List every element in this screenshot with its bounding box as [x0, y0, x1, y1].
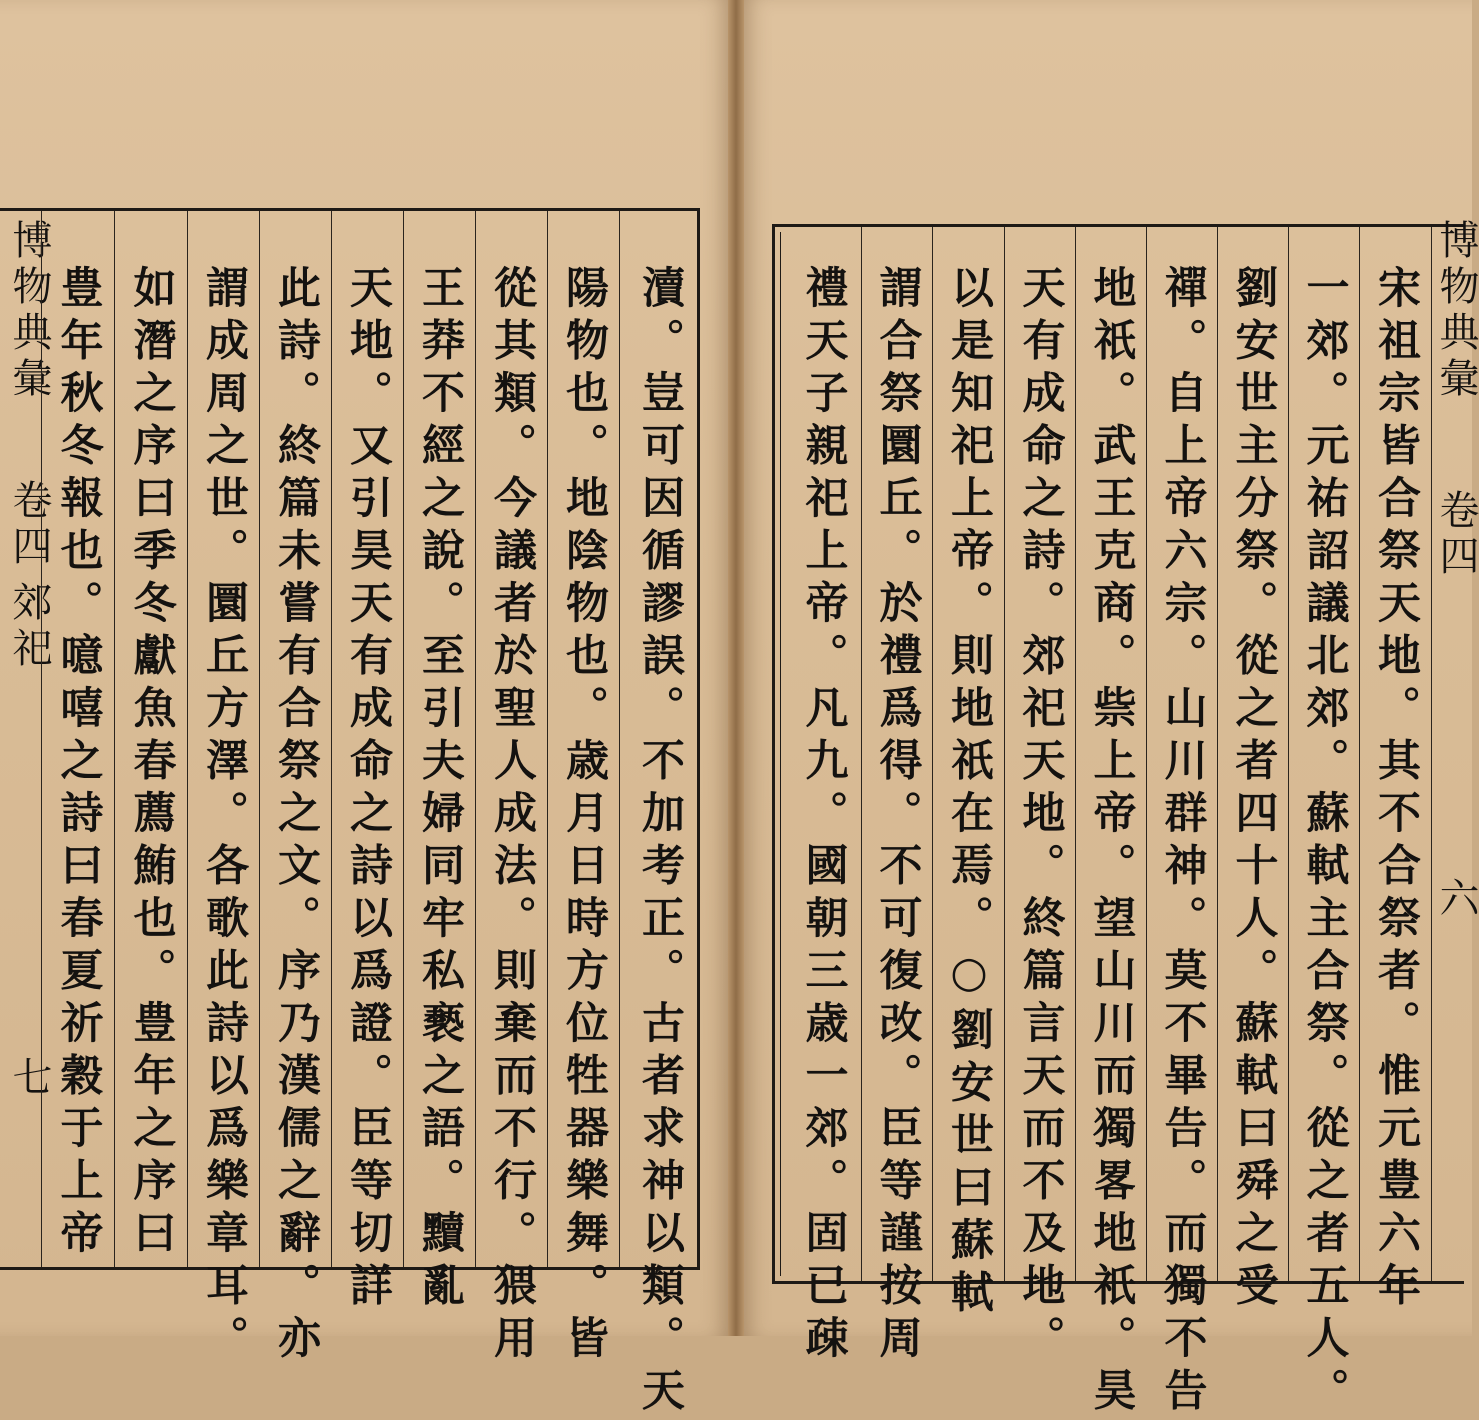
column-text: 一郊。元祐詔議北郊。蘇軾主合祭。從之者五人。 [1299, 265, 1350, 1420]
column-text: 從其類。今議者於聖人成法。則棄而不行。猥用 [487, 265, 537, 1368]
text-column [187, 211, 259, 1368]
text-column [403, 211, 475, 1315]
margin-title: 博物典彙 [6, 219, 52, 403]
header-volume: 卷四 [1433, 489, 1479, 581]
column-text: 王莽不經之說。至引夫婦同牢私褻之語。黷亂 [415, 265, 465, 1315]
text-column [1288, 227, 1359, 1420]
right-text-frame [772, 219, 1479, 1420]
margin-section: 郊祀 [6, 581, 52, 673]
column-text: 地祇。武王克商。祡上帝。望山川而獨畧地祇。昊 [1086, 265, 1137, 1420]
text-column [1359, 227, 1431, 1315]
left-text-frame [0, 208, 700, 1420]
margin-folio: 七 [6, 1056, 52, 1102]
text-column [785, 227, 861, 1368]
text-column [1004, 227, 1075, 1368]
column-text: 謂成周之世。圜丘方澤。各歌此詩以爲樂章耳。 [199, 265, 249, 1368]
column-text: 此詩。終篇未嘗有合祭之文。序乃漢儒之辭。亦 [271, 265, 321, 1368]
text-column [861, 227, 932, 1368]
column-text: 如潛之序曰季冬獻魚春薦鮪也。豊年之序曰 [126, 265, 177, 1263]
column-text: 宋祖宗皆合祭天地。其不合祭者。惟元豊六年 [1371, 265, 1421, 1315]
text-column [1075, 227, 1146, 1420]
column-text: 謂合祭圜丘。於禮爲得。不可復改。臣等謹按周 [872, 265, 923, 1368]
column-text: 禪。自上帝六宗。山川群神。莫不畢告。而獨不告 [1157, 265, 1208, 1420]
text-column [1217, 227, 1288, 1315]
text-column [114, 211, 187, 1267]
column-text: 以是知祀上帝。則地祇在焉。○劉安世曰蘇軾 [944, 265, 994, 1322]
header-title: 博物典彙 [1433, 219, 1479, 403]
text-column [619, 211, 699, 1420]
text-column [331, 211, 403, 1315]
column-text: 天有成命之詩。郊祀天地。終篇言天而不及地。 [1015, 265, 1066, 1368]
column-text: 禮天子親祀上帝。凡九。國朝三歳一郊。固已疎 [798, 265, 849, 1368]
text-column [932, 227, 1004, 1322]
header-folio: 六 [1433, 877, 1479, 923]
column-text: 豊年秋冬報也。噫嘻之詩曰春夏祈穀于上帝 [53, 265, 104, 1263]
right-margin-column [1431, 219, 1479, 1281]
column-text: 劉安世主分祭。從之者四十人。蘇軾曰舜之受 [1228, 265, 1279, 1315]
column-text: 陽物也。地陰物也。歳月日時方位牲器樂舞。皆 [559, 265, 609, 1368]
column-text: 天地。又引昊天有成命之詩以爲證。臣等切詳 [343, 265, 393, 1315]
column-text: 瀆。豈可因循謬誤。不加考正。古者求神以類。天 [635, 265, 685, 1420]
text-column [547, 211, 619, 1368]
text-column [475, 211, 547, 1368]
text-column [1146, 227, 1217, 1420]
text-column [41, 211, 114, 1267]
margin-volume: 卷四 [6, 479, 52, 571]
left-margin-column [0, 211, 52, 1267]
book-gutter [728, 0, 744, 1336]
text-column [259, 211, 331, 1368]
